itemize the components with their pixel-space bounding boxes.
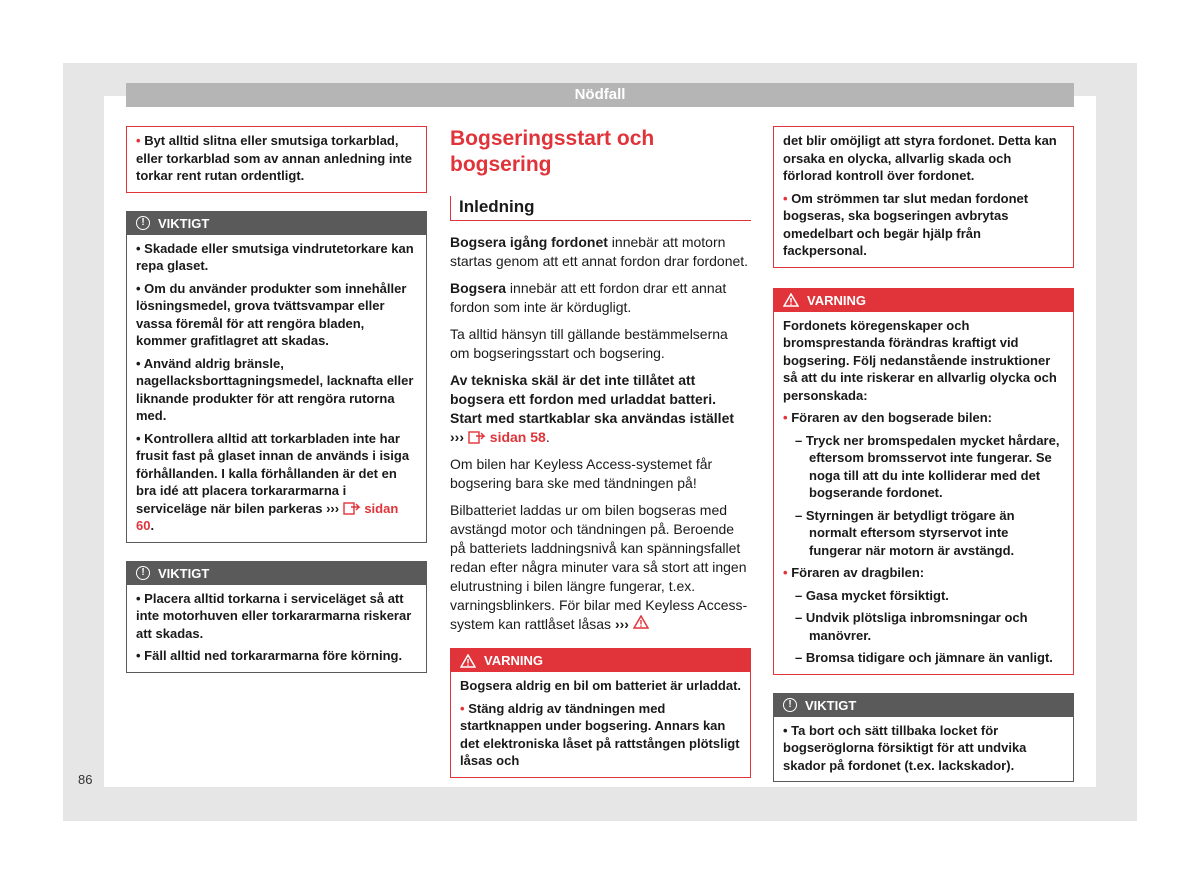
viktigt-box-2 — [126, 561, 427, 673]
varning-title-bar — [451, 649, 750, 672]
viktigt-item: • Fäll alltid ned torkararmarna före körning. — [136, 648, 403, 663]
viktigt-item: • Kontrollera alltid att torkarbladen inte har frusit fast på glaset innan de används i isiga förhållanden. I kalla förhållanden är det en bra idé att placera torkararmarna i serviceläge när bilen parkeras ››› sidan 60. — [136, 430, 410, 533]
warning-triangle-icon — [633, 615, 649, 629]
page-reference-icon — [468, 430, 486, 444]
reference-arrows: ››› — [450, 429, 464, 445]
viktigt-title: VIKTIGT — [158, 215, 210, 231]
viktigt-title-bar — [127, 562, 426, 585]
viktigt-box-1 — [126, 211, 427, 543]
warning-triangle-icon — [783, 293, 799, 307]
info-circle-icon: ! — [136, 566, 150, 580]
bullet-icon: • — [136, 133, 141, 148]
viktigt-title-bar — [774, 694, 1073, 717]
subsection-title: Inledning — [450, 196, 751, 221]
page-link[interactable]: sidan 58 — [489, 429, 546, 445]
bullet-icon: • — [783, 190, 788, 206]
viktigt-box-3 — [773, 693, 1074, 783]
column-3 — [773, 126, 1074, 782]
viktigt-item: • Skadade eller smutsiga vindrutetorkare kan repa glaset. — [136, 240, 414, 273]
varning-box — [450, 648, 751, 778]
viktigt-title-bar — [127, 212, 426, 235]
paragraph: Bogsera igång fordonet innebär att motorn startas genom att ett annat fordon drar fordonet. — [450, 234, 749, 269]
bullet-icon: • — [783, 410, 788, 425]
column-2 — [450, 126, 751, 778]
varning-title: VARNING — [807, 292, 866, 308]
page-link[interactable]: sidan 60 — [136, 500, 399, 533]
varning-subitem: – Tryck ner bromspedalen mycket hårdare, eftersom bromsservot inte fungerar. Se noga till att du inte kolliderar med det bogserande fordonet. — [795, 432, 1060, 500]
bullet-icon: • — [783, 565, 788, 580]
varning-continued-box — [773, 126, 1074, 268]
paragraph: Ta alltid hänsyn till gällande bestämmelserna om bogseringsstart och bogsering. — [450, 326, 728, 361]
paragraph: Av tekniska skäl är det inte tillåtet att bogsera ett fordon med urladdat batteri. Start med startkablar ska användas istället ››› sidan 58. — [450, 372, 735, 445]
varning-group-heading: • Föraren av den bogserade bilen: — [783, 410, 993, 425]
varning-subitem: – Undvik plötsliga inbromsningar och manövrer. — [795, 610, 1028, 643]
varning-intro: Fordonets köregenskaper och bromsprestanda förändras kraftigt vid bogsering. Följ nedanstående instruktioner så att du inte riskerar en allvarlig olycka och personskada: — [783, 317, 1057, 403]
info-circle-icon: ! — [783, 698, 797, 712]
varning-subitem: – Styrningen är betydligt trögare än normalt eftersom styrservot inte fungerar när motorn är avstängd. — [795, 507, 1015, 558]
chapter-header: Nödfall — [126, 83, 1074, 107]
column-1 — [126, 126, 427, 673]
viktigt-item: • Använd aldrig bränsle, nagellacksborttagningsmedel, lacknafta eller liknande produkter för att rengöra rutorna med. — [136, 355, 414, 423]
viktigt-title: VIKTIGT — [158, 565, 210, 581]
section-title: Bogseringsstart och bogsering — [450, 127, 655, 176]
varning-item: • Om strömmen tar slut medan fordonet bogseras, ska bogseringen avbrytas omedelbart och begär hjälp från fackpersonal. — [783, 190, 1029, 258]
paragraph: Bogsera innebär att ett fordon drar ett annat fordon som inte är kördugligt. — [450, 280, 727, 315]
page-reference-icon — [343, 501, 361, 515]
reference-arrows: ››› — [614, 616, 629, 632]
info-circle-icon: ! — [136, 216, 150, 230]
bullet-icon: • — [460, 700, 465, 716]
varning-title-bar — [774, 289, 1073, 312]
note-item: • Byt alltid slitna eller smutsiga torkarblad, eller torkarblad som av annan anledning inte torkar rent rutan ordentligt. — [136, 133, 412, 183]
varning-intro: Bogsera aldrig en bil om batteriet är urladdat. — [460, 678, 742, 693]
paragraph: Bilbatteriet laddas ur om bilen bogseras med avstängd motor och tändningen på. Beroende på batteriets laddningsnivå kan spänningsfallet redan efter några minuter vara så stort att ingen elutrustning i bilen längre fungerar, t.ex. varningsblinkers. För bilar med Keyless Access-system kan rattlåset låsas ››› — [450, 502, 748, 632]
note-box — [126, 126, 427, 193]
viktigt-title: VIKTIGT — [805, 697, 857, 713]
paragraph: Om bilen har Keyless Access-systemet får bogsering bara ske med tändningen på! — [450, 456, 713, 491]
reference-arrows: ››› — [326, 500, 340, 516]
varning-group-heading: • Föraren av dragbilen: — [783, 565, 925, 580]
varning-subitem: – Bromsa tidigare och jämnare än vanligt. — [795, 650, 1053, 665]
varning-subitem: – Gasa mycket försiktigt. — [795, 587, 949, 603]
warning-triangle-icon — [460, 654, 476, 668]
page-number: 86 — [78, 772, 93, 787]
viktigt-item: • Ta bort och sätt tillbaka locket för bogseröglorna försiktigt för att undvika skador på fordonet (t.ex. lackskador). — [783, 722, 1027, 773]
varning-continued-text: det blir omöjligt att styra fordonet. Detta kan orsaka en olycka, allvarlig skada och förlorad kontroll över fordonet. — [783, 133, 1057, 183]
varning-item: • Stäng aldrig av tändningen med startknappen under bogsering. Annars kan det elektroniska låset på rattstången plötsligt låsas och — [460, 700, 740, 768]
varning-title: VARNING — [484, 653, 543, 668]
varning-box — [773, 288, 1074, 675]
viktigt-item: • Placera alltid torkarna i serviceläget så att inte motorhuven eller torkararmarna riskerar att skadas. — [136, 590, 412, 641]
viktigt-item: • Om du använder produkter som innehåller lösningsmedel, grova tvättsvampar eller vassa föremål för att rengöra bladen, kommer grafitlagret att skadas. — [136, 280, 407, 348]
